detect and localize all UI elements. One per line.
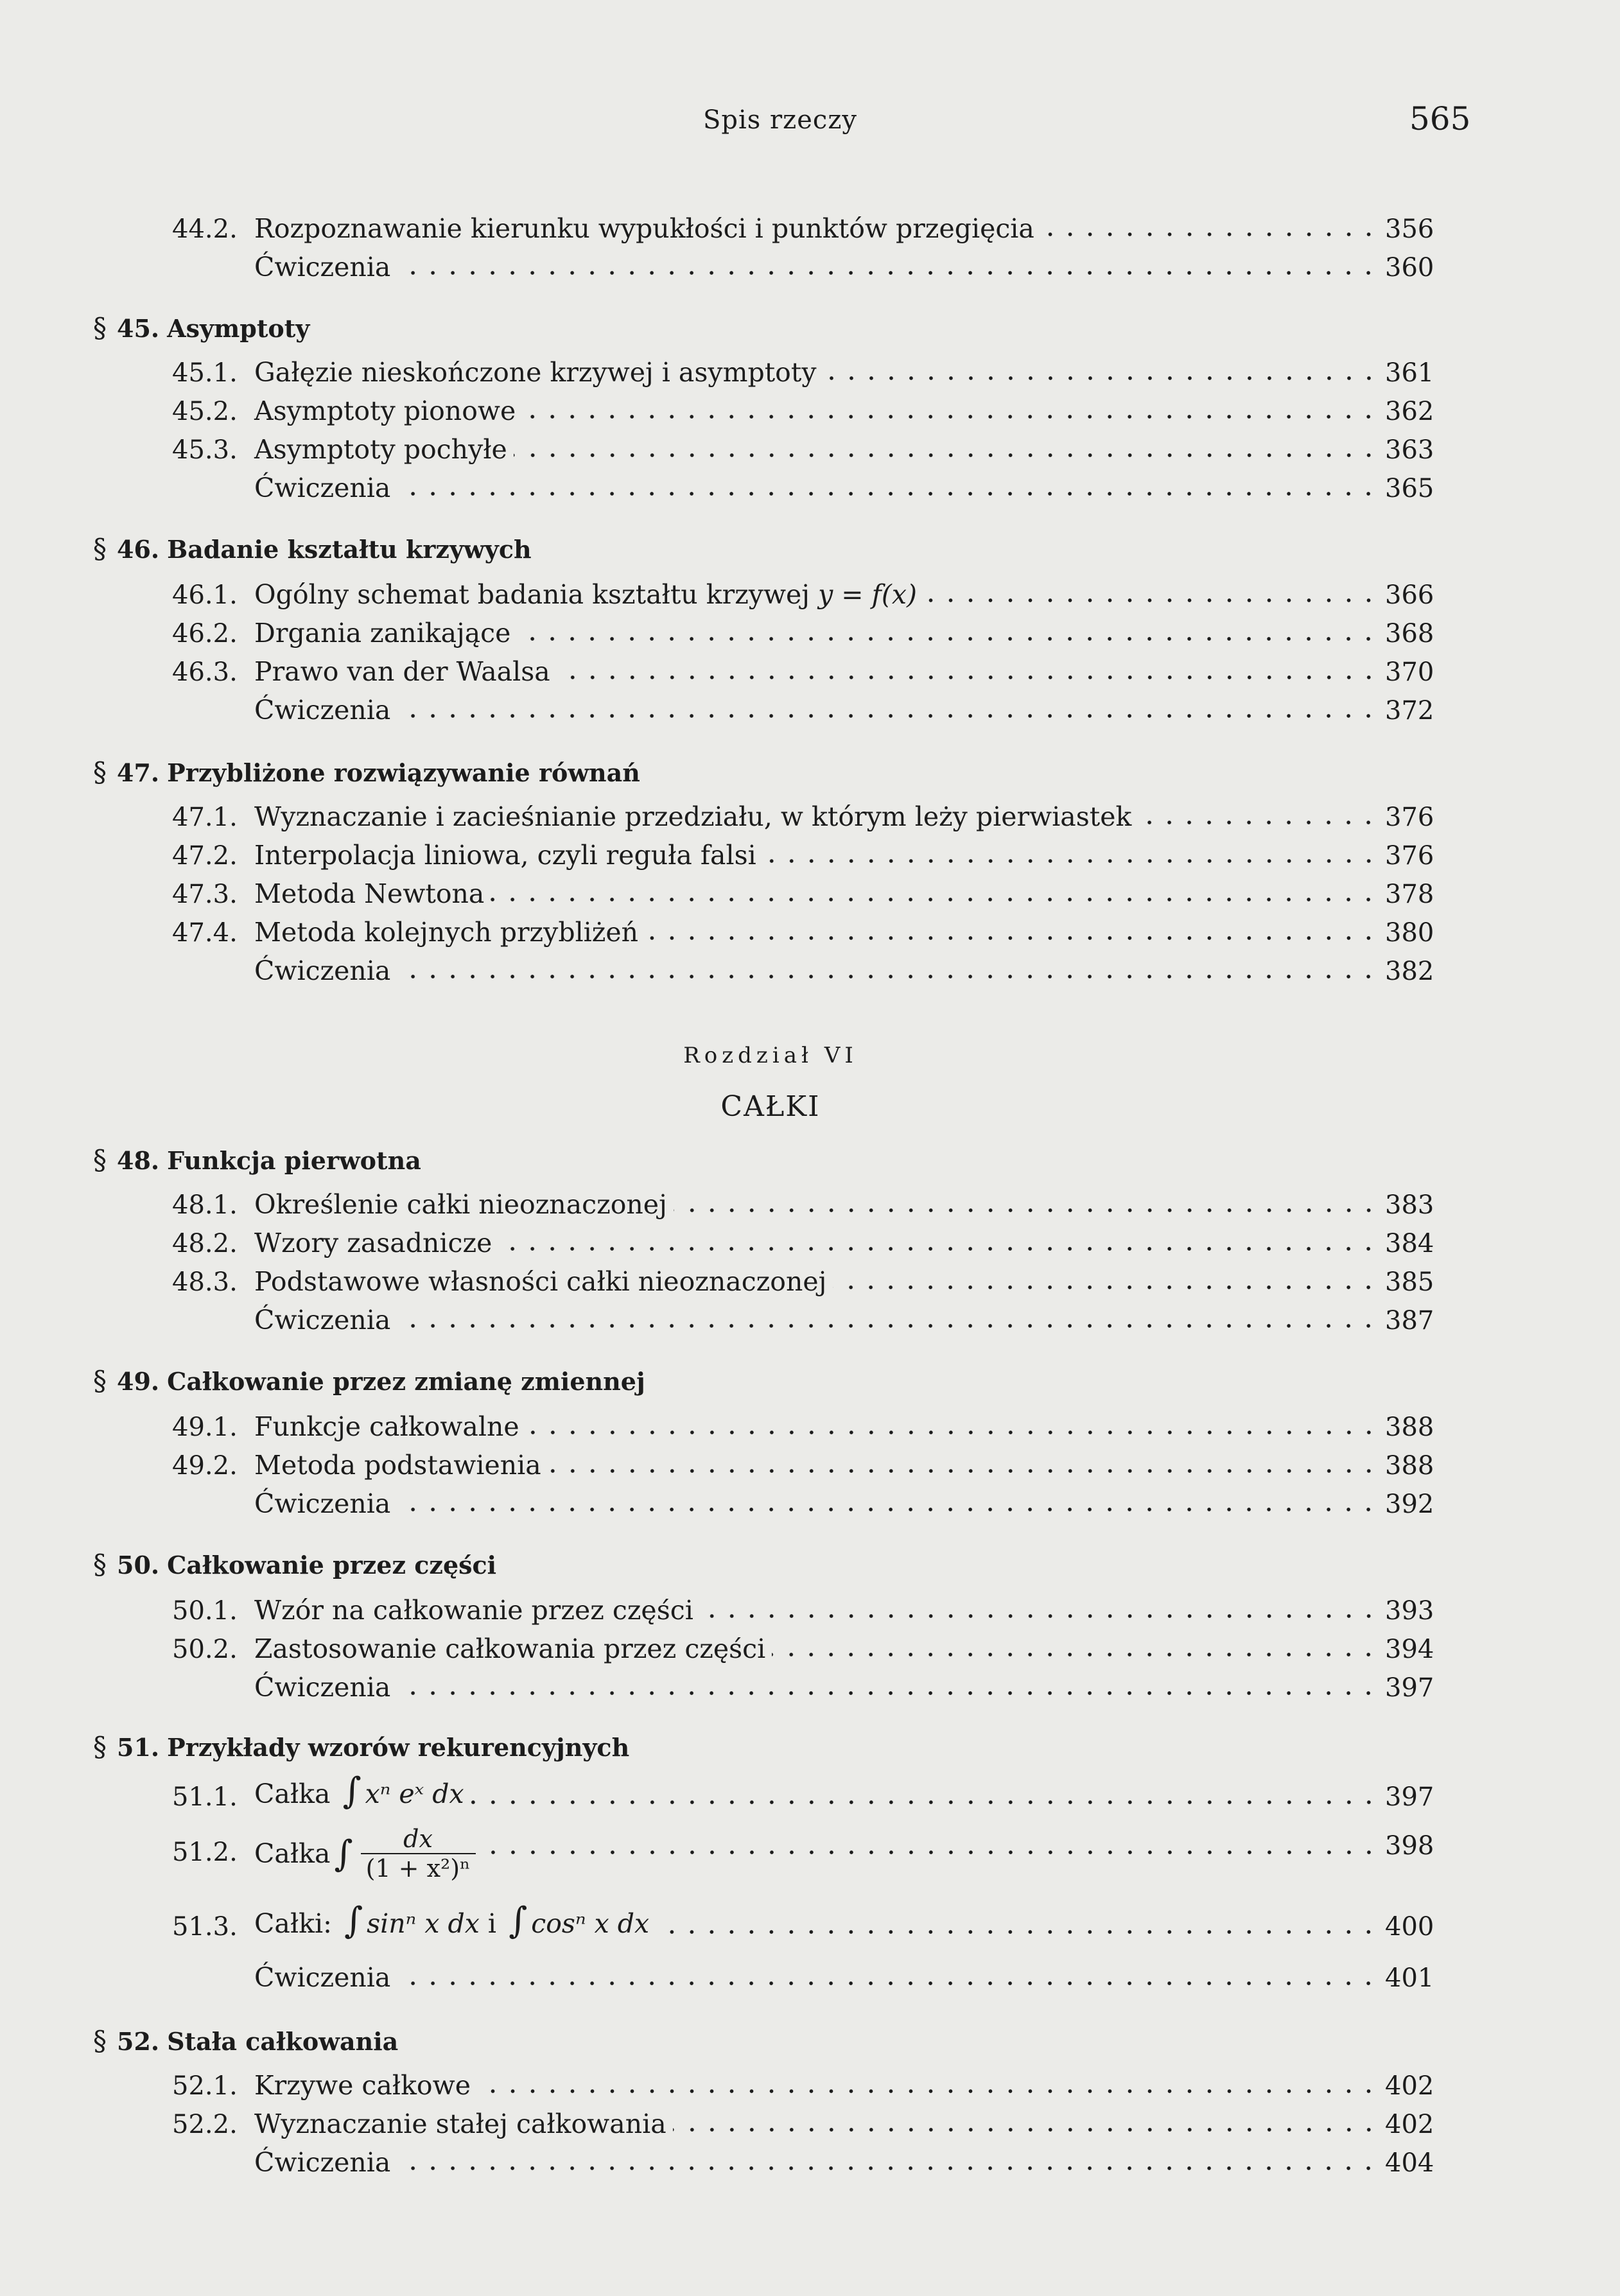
entry-page: 384 <box>1385 1229 1434 1258</box>
entry-title: Prawo van der Waalsa <box>254 656 550 687</box>
entry-title: Interpolacja liniowa, czyli reguła falsi <box>254 840 756 871</box>
entry-page: 397 <box>1385 1782 1434 1812</box>
entry-title: Asymptoty pionowe <box>254 396 516 426</box>
toc-entry <box>172 794 1434 832</box>
toc-entry <box>172 205 1434 244</box>
entry-title: Asymptoty pochyłe <box>254 434 507 465</box>
toc-entry <box>172 832 1434 871</box>
section-number: 49. <box>117 1367 160 1396</box>
entry-number: 45.2. <box>172 397 238 426</box>
section-number: 52. <box>117 2027 160 2056</box>
toc-entry <box>172 1812 1434 1883</box>
entry-title: Krzywe całkowe <box>254 2070 471 2101</box>
entry-page: 372 <box>1385 696 1434 726</box>
entry-page: 385 <box>1385 1267 1434 1297</box>
dot-leader <box>557 675 1379 679</box>
entry-number: 48.1. <box>172 1190 238 1220</box>
entry-page: 363 <box>1385 435 1434 465</box>
dot-leader <box>514 453 1379 457</box>
entry-page: 402 <box>1385 2071 1434 2101</box>
dot-leader <box>1041 232 1379 236</box>
entry-page: 370 <box>1385 657 1434 687</box>
toc-entry <box>172 1770 1434 1812</box>
integral-symbol: ∫ <box>334 1832 353 1875</box>
section-title: Przybliżone rozwiązywanie równań <box>167 758 640 787</box>
integral-symbol: ∫ <box>342 1770 361 1812</box>
section-sign: § <box>93 756 107 788</box>
dot-leader <box>674 1208 1379 1212</box>
entry-page: 392 <box>1385 1490 1434 1519</box>
section-heading <box>93 1731 629 1762</box>
dot-leader <box>482 1850 1379 1854</box>
running-header: Spis rzeczy <box>703 105 857 135</box>
section-title: Przykłady wzorów rekurencyjnych <box>167 1733 630 1762</box>
dot-leader <box>397 492 1379 496</box>
dot-leader <box>397 1691 1379 1695</box>
toc-entry <box>172 2062 1434 2101</box>
dot-leader <box>397 2166 1379 2170</box>
entry-title: Ogólny schemat badania kształtu krzywej y = f(x) <box>254 579 917 610</box>
entry-title: Określenie całki nieoznaczonej <box>254 1189 667 1220</box>
section-title: Całkowanie przez zmianę zmiennej <box>167 1367 645 1396</box>
page-number: 565 <box>1409 100 1471 137</box>
entry-title: Ćwiczenia <box>254 1488 391 1519</box>
dot-leader <box>548 1469 1379 1473</box>
integral-symbol: ∫ <box>344 1900 363 1942</box>
toc-entry <box>172 1954 1434 1993</box>
toc-entry <box>172 1404 1434 1442</box>
entry-title: Wyznaczanie i zacieśnianie przedziału, w którym leży pierwiastek <box>254 801 1132 832</box>
entry-number: 49.2. <box>172 1451 238 1481</box>
section-sign: § <box>93 533 107 564</box>
entry-number: 47.2. <box>172 841 238 871</box>
toc-entry <box>172 244 1434 283</box>
entry-number: 51.3. <box>172 1912 238 1942</box>
entry-page: 361 <box>1385 358 1434 388</box>
dot-leader <box>823 376 1379 380</box>
toc-entry <box>172 1220 1434 1258</box>
section-sign: § <box>93 1731 107 1762</box>
section-title: Całkowanie przez części <box>167 1551 497 1579</box>
entry-title: Metoda podstawienia <box>254 1450 541 1481</box>
section-heading <box>93 2025 398 2057</box>
entry-number: 47.4. <box>172 918 238 948</box>
toc-entry <box>172 1900 1434 1942</box>
toc-entry <box>172 648 1434 687</box>
dot-leader <box>397 271 1379 275</box>
toc-entry <box>172 1587 1434 1626</box>
entry-title: Wzór na całkowanie przez części <box>254 1595 693 1626</box>
entry-page: 356 <box>1385 214 1434 244</box>
section-title: Funkcja pierwotna <box>167 1146 421 1175</box>
dot-leader <box>656 1930 1379 1934</box>
entry-page: 388 <box>1385 1413 1434 1442</box>
fraction: $\frac{dx}{\text{(1 + x²)ⁿ}}$ <box>361 1825 476 1883</box>
section-sign: § <box>93 312 107 344</box>
section-heading <box>93 1549 496 1580</box>
entry-page: 368 <box>1385 619 1434 648</box>
entry-page: 404 <box>1385 2148 1434 2178</box>
section-sign: § <box>93 1144 107 1176</box>
dot-leader <box>673 2128 1379 2132</box>
toc-entry <box>172 610 1434 648</box>
entry-number: 47.3. <box>172 880 238 909</box>
entry-page: 380 <box>1385 918 1434 948</box>
dot-leader <box>498 1247 1379 1251</box>
entry-title: Metoda Newtona <box>254 878 485 909</box>
entry-page: 388 <box>1385 1451 1434 1481</box>
entry-number: 51.2. <box>172 1838 238 1867</box>
entry-title: Ćwiczenia <box>254 252 391 283</box>
entry-page: 378 <box>1385 880 1434 909</box>
entry-title: Całka ∫ $\frac{dx}{\text{(1 + x²)ⁿ}}$ <box>254 1825 482 1883</box>
section-heading <box>93 312 309 344</box>
dot-leader <box>397 1324 1379 1328</box>
toc-entry <box>172 948 1434 986</box>
entry-title: Wzory zasadnicze <box>254 1228 492 1258</box>
entry-number: 44.2. <box>172 214 238 244</box>
dot-leader <box>491 898 1379 901</box>
entry-page: 394 <box>1385 1635 1434 1664</box>
entry-page: 360 <box>1385 253 1434 283</box>
entry-title: Gałęzie nieskończone krzywej i asymptoty <box>254 357 817 388</box>
entry-number: 51.1. <box>172 1782 238 1812</box>
section-number: 51. <box>117 1733 160 1762</box>
math-expression: sinⁿ x dx <box>367 1908 480 1939</box>
entry-title: Ćwiczenia <box>254 1962 391 1993</box>
section-heading <box>93 756 640 788</box>
section-number: 48. <box>117 1146 160 1175</box>
section-number: 47. <box>117 758 160 787</box>
dot-leader <box>526 1431 1379 1434</box>
dot-leader <box>645 936 1379 940</box>
entry-title: Całka ∫ xⁿ eˣ dx <box>254 1770 464 1812</box>
section-title: Asymptoty <box>167 314 310 343</box>
toc-entry <box>172 909 1434 948</box>
section-sign: § <box>93 1365 107 1396</box>
section-number: 46. <box>117 535 160 564</box>
entry-title: Metoda kolejnych przybliżeń <box>254 917 639 948</box>
entry-page: 376 <box>1385 841 1434 871</box>
entry-number: 46.2. <box>172 619 238 648</box>
dot-leader <box>517 637 1379 641</box>
section-heading <box>93 1365 645 1396</box>
toc-entry <box>172 1442 1434 1481</box>
entry-page: 376 <box>1385 803 1434 832</box>
entry-title: Wyznaczanie stałej całkowania <box>254 2109 666 2139</box>
dot-leader <box>833 1285 1379 1289</box>
math-expression: y = f(x) <box>818 579 917 610</box>
entry-title: Funkcje całkowalne <box>254 1411 519 1442</box>
entry-page: 393 <box>1385 1596 1434 1626</box>
toc-entry <box>172 2139 1434 2178</box>
entry-title: Ćwiczenia <box>254 1672 391 1703</box>
entry-number: 48.2. <box>172 1229 238 1258</box>
entry-title: Ćwiczenia <box>254 955 391 986</box>
entry-page: 382 <box>1385 957 1434 986</box>
toc-entry <box>172 349 1434 388</box>
entry-title: Rozpoznawanie kierunku wypukłości i punktów przegięcia <box>254 213 1034 244</box>
dot-leader <box>397 714 1379 718</box>
entry-title: Całki: ∫ sinⁿ x dx i ∫ cosⁿ x dx <box>254 1900 650 1942</box>
section-heading <box>93 1144 421 1176</box>
entry-number: 50.1. <box>172 1596 238 1626</box>
entry-page: 383 <box>1385 1190 1434 1220</box>
chapter-label: Rozdział VI <box>683 1043 858 1068</box>
dot-leader <box>397 975 1379 978</box>
section-sign: § <box>93 1549 107 1580</box>
entry-page: 398 <box>1385 1831 1434 1861</box>
math-expression: cosⁿ x dx <box>531 1908 650 1939</box>
toc-entry <box>172 2101 1434 2139</box>
math-expression: xⁿ eˣ dx <box>365 1779 464 1809</box>
toc-entry <box>172 1664 1434 1703</box>
toc-entry <box>172 871 1434 909</box>
toc-entry <box>172 465 1434 503</box>
entry-number: 48.3. <box>172 1267 238 1297</box>
entry-number: 45.1. <box>172 358 238 388</box>
chapter-title: CAŁKI <box>720 1090 821 1123</box>
entry-title: Ćwiczenia <box>254 473 391 503</box>
entry-page: 365 <box>1385 474 1434 503</box>
entry-page: 400 <box>1385 1912 1434 1942</box>
entry-number: 45.3. <box>172 435 238 465</box>
entry-title: Ćwiczenia <box>254 2147 391 2178</box>
entry-number: 52.2. <box>172 2110 238 2139</box>
dot-leader <box>700 1614 1379 1618</box>
dot-leader <box>1138 821 1379 824</box>
entry-number: 47.1. <box>172 803 238 832</box>
entry-title: Zastosowanie całkowania przez części <box>254 1633 766 1664</box>
toc-entry <box>172 1297 1434 1335</box>
section-number: 50. <box>117 1551 160 1579</box>
dot-leader <box>471 1800 1379 1804</box>
entry-number: 52.1. <box>172 2071 238 2101</box>
entry-page: 402 <box>1385 2110 1434 2139</box>
dot-leader <box>923 598 1379 602</box>
dot-leader <box>397 1508 1379 1511</box>
entry-page: 366 <box>1385 580 1434 610</box>
toc-entry <box>172 1481 1434 1519</box>
dot-leader <box>397 1981 1379 1985</box>
entry-title: Drgania zanikające <box>254 618 511 648</box>
toc-entry <box>172 1181 1434 1220</box>
toc-entry <box>172 426 1434 465</box>
entry-page: 387 <box>1385 1306 1434 1335</box>
entry-number: 49.1. <box>172 1413 238 1442</box>
section-title: Stała całkowania <box>167 2027 399 2056</box>
dot-leader <box>477 2089 1379 2093</box>
entry-number: 46.3. <box>172 657 238 687</box>
toc-entry <box>172 687 1434 726</box>
dot-leader <box>763 859 1379 863</box>
entry-title: Ćwiczenia <box>254 1305 391 1335</box>
entry-page: 401 <box>1385 1963 1434 1993</box>
section-heading <box>93 533 532 564</box>
entry-page: 397 <box>1385 1673 1434 1703</box>
toc-entry <box>172 571 1434 610</box>
entry-title: Ćwiczenia <box>254 695 391 726</box>
dot-leader <box>522 415 1379 419</box>
section-number: 45. <box>117 314 160 343</box>
entry-title: Podstawowe własności całki nieoznaczonej <box>254 1266 827 1297</box>
toc-entry <box>172 1258 1434 1297</box>
toc-entry <box>172 1626 1434 1664</box>
section-sign: § <box>93 2025 107 2057</box>
dot-leader <box>772 1653 1379 1657</box>
entry-number: 46.1. <box>172 580 238 610</box>
entry-number: 50.2. <box>172 1635 238 1664</box>
integral-symbol: ∫ <box>509 1900 528 1942</box>
entry-page: 362 <box>1385 397 1434 426</box>
section-title: Badanie kształtu krzywych <box>167 535 532 564</box>
toc-entry <box>172 388 1434 426</box>
